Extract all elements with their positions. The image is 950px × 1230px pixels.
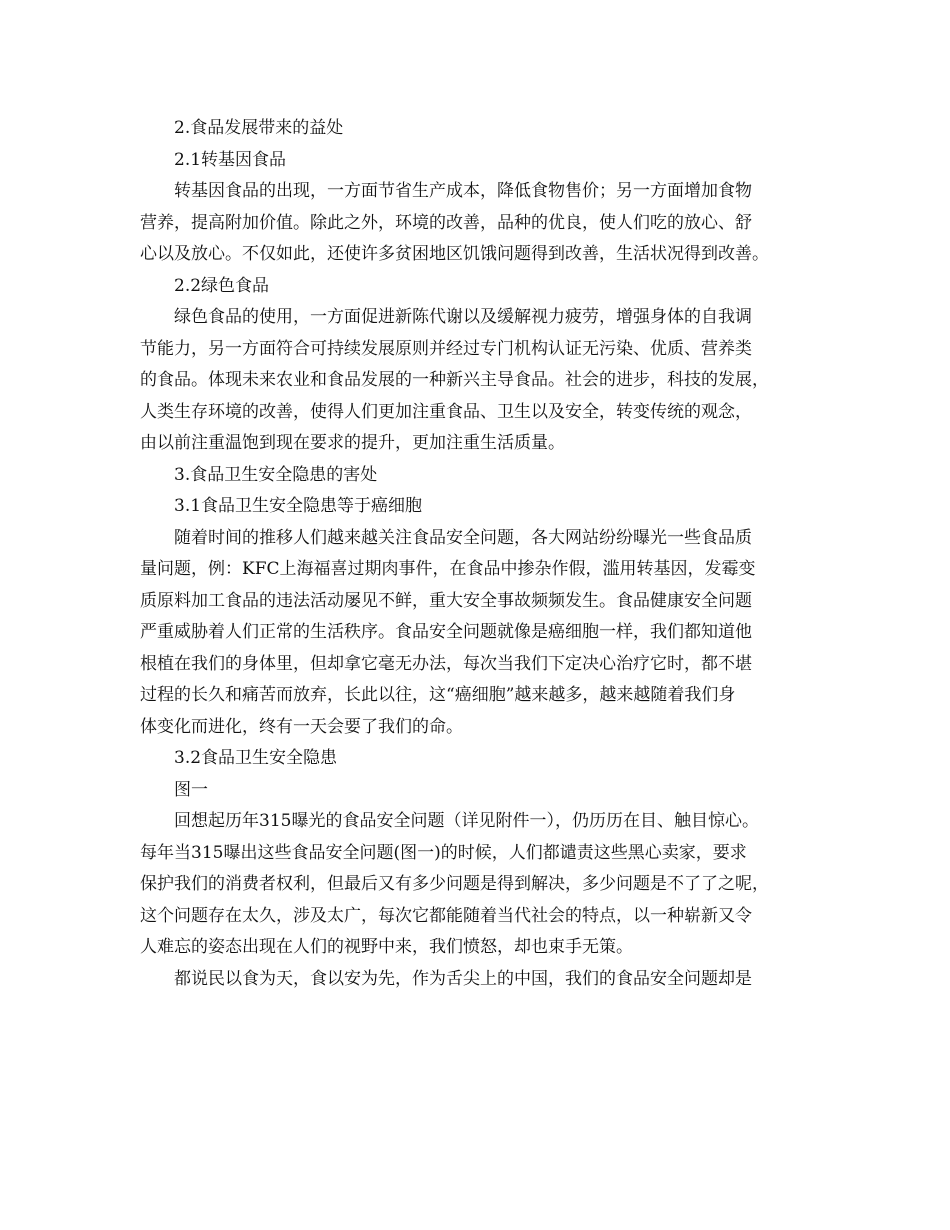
- paragraph-line: 根植在我们的身体里，但却拿它毫无办法，每次当我们下定决心治疗它时，都不堪: [140, 653, 752, 674]
- paragraph-line: 体变化而进化，终有一天会要了我们的命。: [140, 716, 463, 737]
- paragraph-line: 节能力，另一方面符合可持续发展原则并经过专门机构认证无污染、优质、营养类: [140, 338, 752, 359]
- paragraph-line: 心以及放心。不仅如此，还使许多贫困地区饥饿问题得到改善，生活状况得到改善。: [140, 244, 769, 264]
- subsection-heading-2-2: 2.2绿色食品: [174, 275, 270, 296]
- paragraph-line: 质原料加工食品的违法活动屡见不鲜，重大安全事故频频发生。食品健康安全问题: [140, 590, 752, 611]
- paragraph-line: 绿色食品的使用，一方面促进新陈代谢以及缓解视力疲劳，增强身体的自我调: [174, 307, 752, 327]
- paragraph-line: 量问题，例：KFC上海福喜过期肉事件，在食品中掺杂作假，滥用转基因，发霉变: [140, 559, 756, 579]
- document-body: [140, 113, 820, 995]
- paragraph-line: 保护我们的消费者权利，但最后又有多少问题是得到解决，多少问题是不了了之呢，: [140, 874, 769, 894]
- paragraph-line: 回想起历年315曝光的食品安全问题（详见附件一），仍历历在目、触目惊心。: [174, 811, 759, 831]
- section-heading-2: 2.食品发展带来的益处: [174, 118, 344, 138]
- paragraph-line: 营养，提高附加价值。除此之外，环境的改善，品种的优良，使人们吃的放心、舒: [140, 212, 752, 233]
- subsection-heading-2-1: 2.1转基因食品: [174, 149, 287, 170]
- paragraph-line: 的食品。体现未来农业和食品发展的一种新兴主导食品。社会的进步，科技的发展，: [140, 370, 769, 390]
- paragraph-line: 转基因食品的出现，一方面节省生产成本，降低食物售价；另一方面增加食物: [174, 181, 752, 201]
- paragraph-line: 由以前注重温饱到现在要求的提升，更加注重生活质量。: [140, 433, 565, 453]
- paragraph-line: 都说民以食为天，食以安为先，作为舌尖上的中国，我们的食品安全问题却是: [174, 968, 752, 989]
- paragraph-line: 严重威胁着人们正常的生活秩序。食品安全问题就像是癌细胞一样，我们都知道他: [140, 622, 752, 642]
- paragraph-line: 随着时间的推移人们越来越关注食品安全问题，各大网站纷纷曝光一些食品质: [174, 527, 752, 548]
- subsection-heading-3-2: 3.2食品卫生安全隐患: [174, 748, 338, 768]
- paragraph-line: 这个问题存在太久，涉及太广，每次它都能随着当代社会的特点，以一种崭新又令: [140, 905, 752, 926]
- paragraph-line: 过程的长久和痛苦而放弃，长此以往，这“癌细胞”越来越多，越来越随着我们身: [140, 685, 736, 705]
- section-heading-3: 3.食品卫生安全隐患的害处: [174, 464, 378, 485]
- subsection-heading-3-1: 3.1食品卫生安全隐患等于癌细胞: [174, 496, 423, 516]
- paragraph-line: 每年当315曝出这些食品安全问题(图一)的时候，人们都谴责这些黑心卖家，要求: [140, 842, 747, 863]
- paragraph-line: 人类生存环境的改善，使得人们更加注重食品、卫生以及安全，转变传统的观念，: [140, 401, 752, 422]
- paragraph-line: 人难忘的姿态出现在人们的视野中来，我们愤怒，却也束手无策。: [140, 937, 633, 957]
- figure-label: 图一: [174, 779, 208, 800]
